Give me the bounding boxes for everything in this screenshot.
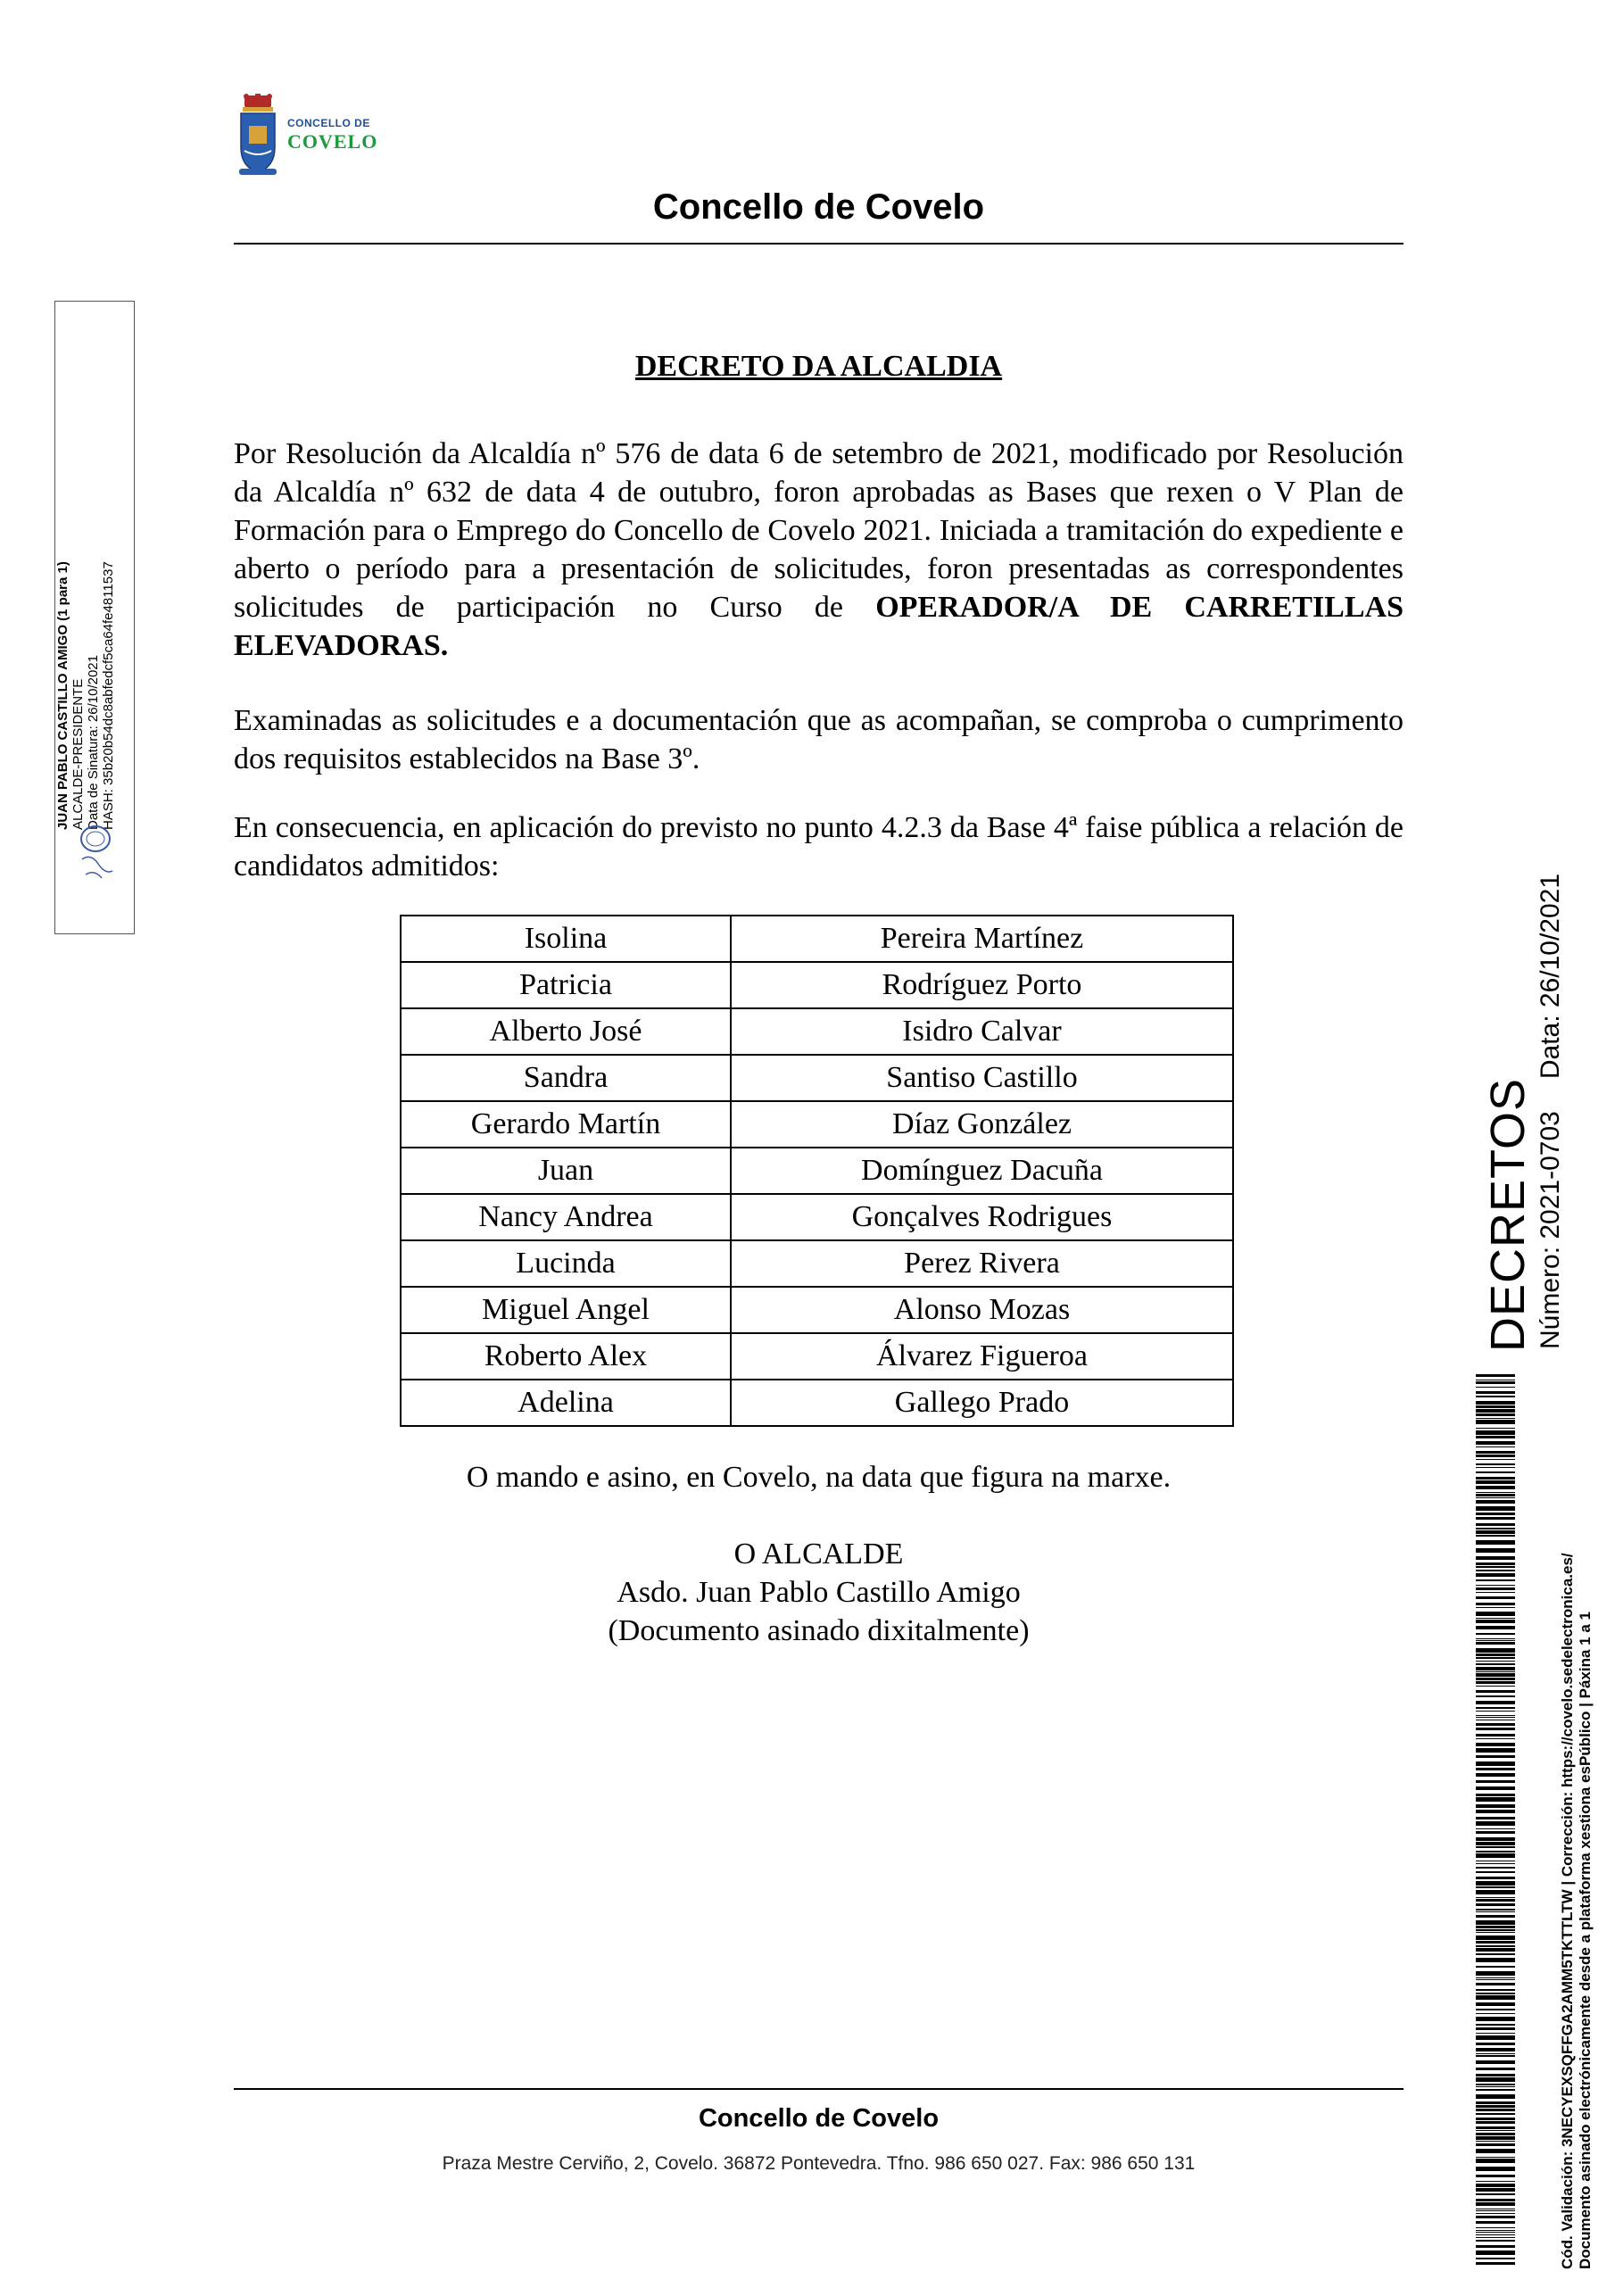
footer-address: Praza Mestre Cerviño, 2, Covelo. 36872 Pontevedra. Tfno. 986 650 027. Fax: 986 650 131	[442, 2153, 1196, 2174]
table-row	[401, 1380, 1233, 1426]
closing-statement: O mando e asino, en Covelo, na data que figura na marxe.	[466, 1461, 1172, 1494]
candidate-last-name: Gallego Prado	[731, 1380, 1233, 1426]
candidates-table	[400, 915, 1234, 1427]
decree-number: Número: 2021-0703	[1536, 1111, 1565, 1349]
table-row	[401, 1333, 1233, 1380]
signer-name: Asdo. Juan Pablo Castillo Amigo	[617, 1576, 1021, 1609]
paragraph-examination: Examinadas as solicitudes e a documentación que as acompañan, se comproba o cumprimento dos requisitos establecidos na Base 3º.	[234, 704, 1404, 775]
platform-note: Documento asinado electrónicamente desde a plataforma xestiona esPúblico | Páxina 1 a 1	[1577, 1612, 1594, 2269]
candidate-first-name: Sandra	[401, 1055, 731, 1101]
seal-icon	[73, 819, 118, 887]
signer-role: ALCALDE-PRESIDENTE	[70, 678, 86, 830]
footer-title: Concello de Covelo	[698, 2104, 940, 2133]
candidate-first-name: Miguel Angel	[401, 1287, 731, 1333]
header-divider	[234, 243, 1404, 245]
signature-hash: HASH: 35b20b54dc8abfedcf5ca64fe4811537	[101, 561, 116, 830]
candidate-first-name: Alberto José	[401, 1008, 731, 1055]
validation-code: Cód. Validación: 3NECYEXSQFFGA2AMM5TKTTLTW | Corrección: https://covelo.sedelectronica.es/	[1559, 1553, 1576, 2269]
decree-date: Data: 26/10/2021	[1536, 873, 1565, 1080]
candidate-first-name: Nancy Andrea	[401, 1194, 731, 1240]
table-row	[401, 1287, 1233, 1333]
candidate-first-name: Isolina	[401, 916, 731, 962]
decree-meta	[1533, 873, 1569, 1349]
candidate-last-name: Pereira Martínez	[731, 916, 1233, 962]
validation-info	[1559, 1484, 1612, 2269]
candidate-last-name: Perez Rivera	[731, 1240, 1233, 1287]
signature-date: Data de Sinatura: 26/10/2021	[86, 655, 101, 830]
table-row	[401, 1240, 1233, 1287]
candidate-first-name: Adelina	[401, 1380, 731, 1426]
signer-note: (Documento asinado dixitalmente)	[608, 1614, 1030, 1647]
document-title: DECRETO DA ALCALDIA	[634, 350, 1003, 383]
header-title: Concello de Covelo	[652, 187, 985, 227]
candidate-last-name: Álvarez Figueroa	[731, 1333, 1233, 1380]
table-row	[401, 1194, 1233, 1240]
candidate-first-name: Juan	[401, 1148, 731, 1194]
table-row	[401, 1055, 1233, 1101]
logo-text-concello: CONCELLO DE	[287, 117, 370, 129]
barcode-icon	[1476, 1374, 1515, 2267]
table-row	[401, 916, 1233, 962]
course-name: OPERADOR/A DE CARRETILLAS ELEVADORAS.	[234, 591, 1404, 662]
candidate-last-name: Isidro Calvar	[731, 1008, 1233, 1055]
footer-divider	[234, 2088, 1404, 2090]
table-row	[401, 1101, 1233, 1148]
paragraph-resolution	[234, 435, 1404, 665]
paragraph-resolution-text: Por Resolución da Alcaldía nº 576 de data 6 de setembro de 2021, modificado por Resolución da Alcaldía nº 632 de data 4 de outubro, foron aprobadas as Bases que rexen o V Plan de Formación para o Emprego do Concello de Covelo 2021. Iniciada a tramitación do expediente e aberto o período para a presentación de solicitudes, foron presentadas as correspondentes solicitudes de participación no Curso de	[234, 437, 1404, 624]
candidate-first-name: Lucinda	[401, 1240, 731, 1287]
paragraph-consequence: En consecuencia, en aplicación do previsto no punto 4.2.3 da Base 4ª faise pública a relación de candidatos admitidos:	[234, 811, 1404, 883]
candidate-first-name: Patricia	[401, 962, 731, 1008]
logo-text-covelo: COVELO	[287, 130, 378, 153]
signer-line: JUAN PABLO CASTILLO AMIGO (1 para 1)	[55, 561, 70, 830]
candidate-last-name: Santiso Castillo	[731, 1055, 1233, 1101]
candidate-last-name: Alonso Mozas	[731, 1287, 1233, 1333]
candidate-last-name: Gonçalves Rodrigues	[731, 1194, 1233, 1240]
candidate-first-name: Roberto Alex	[401, 1333, 731, 1380]
table-row	[401, 962, 1233, 1008]
candidate-last-name: Rodríguez Porto	[731, 962, 1233, 1008]
candidate-last-name: Domínguez Dacuña	[731, 1148, 1233, 1194]
signer-title: O ALCALDE	[733, 1538, 904, 1571]
candidate-last-name: Díaz González	[731, 1101, 1233, 1148]
signature-info	[55, 312, 136, 830]
table-row	[401, 1008, 1233, 1055]
decretos-label: DECRETOS	[1481, 1077, 1535, 1352]
table-row	[401, 1148, 1233, 1194]
candidate-first-name: Gerardo Martín	[401, 1101, 731, 1148]
